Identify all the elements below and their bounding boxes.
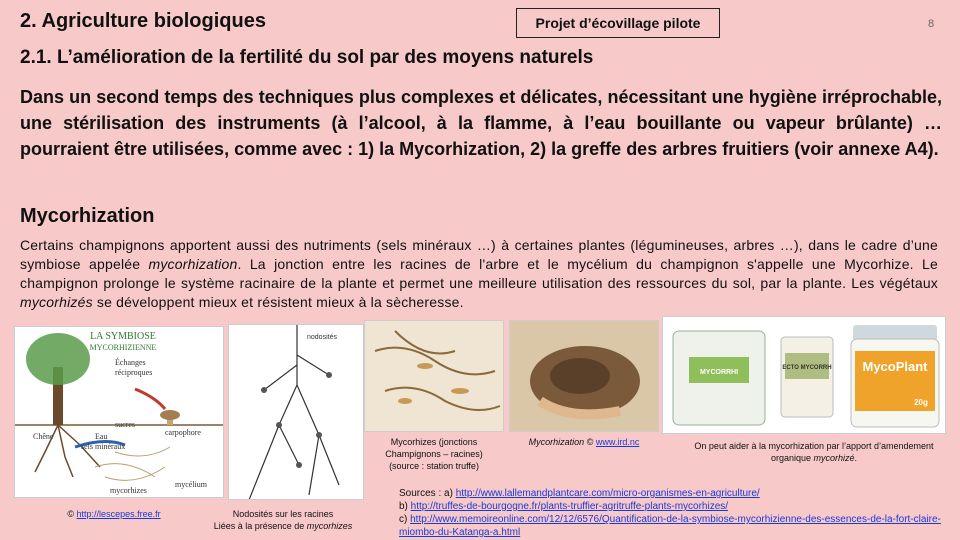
caption-diagram xyxy=(44,508,184,520)
desc-part-2: . La jonction entre les racines de l'arbre et le mycélium du champignon s'appelle une Mycorhize. Le champignon prolonge le système racinaire de la plante et permet une meilleure utilisation des ressources du sol, par la plante. Les végétaux xyxy=(20,256,939,291)
tree-foliage xyxy=(26,333,90,385)
source-c xyxy=(399,513,944,539)
diagram-tree: Chêne xyxy=(33,432,54,441)
root-nodules-svg xyxy=(229,325,364,500)
hand-soil-photo xyxy=(509,320,659,432)
root-nodules-drawing xyxy=(228,324,364,500)
source-b-prefix: b) xyxy=(399,501,411,512)
caption-nodules xyxy=(200,508,366,532)
mycorrhizae-photo xyxy=(364,320,504,432)
nodule xyxy=(326,372,332,378)
jar-brand-text: MycoPlant xyxy=(862,359,928,374)
caption-diagram-prefix: © xyxy=(67,509,77,519)
caption-product-italic: mycorhizé xyxy=(813,453,855,463)
product-photos xyxy=(662,316,946,434)
source-a-prefix: a) xyxy=(444,488,456,499)
caption-product-prefix: organique xyxy=(770,453,814,463)
source-c-link[interactable]: http://www.memoireonline.com/12/12/6576/Quantification-de-la-symbiose-mycorhizienne-des-essences-de-la-fort-claire-miombo-du-Katanga-a.html xyxy=(399,514,941,538)
caption-hand-italic: Mycorhization xyxy=(528,437,585,447)
nodule xyxy=(261,387,267,393)
intro-paragraph: Dans un second temps des techniques plus complexes et délicates, nécessitant une hygiène irréprochable, une stérilisation des instruments (à l’alcool, à la flamme, à l’eau bouillante ou vapeur brûlante) … pourraient être utilisées, comme avec : 1) la Mycorhization, 2) la greffe des arbres fruitiers (voir annexe A4). xyxy=(20,87,942,159)
desc-part-1: Certains champignons apportent aussi des nutriments (sels minéraux …) à certaines plantes (légumineuses, arbres …), dans le cadre d’une symbiose appelée xyxy=(20,237,938,272)
caption-nodules-italic: mycorhizes xyxy=(306,521,353,531)
symbiosis-diagram-svg xyxy=(15,327,224,498)
diagram-title-1: LA SYMBIOSE xyxy=(90,331,156,342)
nodule xyxy=(276,422,282,428)
diagram-mycorrhizae: mycorhizes xyxy=(110,486,147,495)
caption-mycorrhizae-line1: Mycorhizes (jonctions xyxy=(390,437,478,447)
caption-hand-link[interactable]: www.ird.nc xyxy=(595,437,640,447)
nodule xyxy=(316,432,322,438)
desc-term-1: mycorhization xyxy=(148,256,238,272)
diagram-exchange-1: Échanges xyxy=(115,358,146,367)
caption-mycorrhizae-line3: (source : station truffe) xyxy=(389,461,479,471)
caption-nodules-prefix: Liées à la présence de xyxy=(213,521,307,531)
sources-block xyxy=(399,487,944,539)
source-b xyxy=(399,500,944,513)
diagram-title-2: MYCORHIZIENNE xyxy=(89,343,157,352)
desc-term-2: mycorhizés xyxy=(20,294,93,310)
nodule xyxy=(296,462,302,468)
page-number: 8 xyxy=(928,18,935,30)
caption-product-line1: On peut aider à la mycorhization par l’apport d’amendement xyxy=(694,441,934,451)
diagram-sugars: sucres xyxy=(115,420,135,429)
caption-mycorrhizae xyxy=(364,436,504,472)
page-title: 2. Agriculture biologiques xyxy=(20,10,266,32)
project-label xyxy=(516,8,720,38)
sources-label: Sources : xyxy=(399,488,445,499)
jar-weight-text: 20g xyxy=(914,398,928,407)
symbiosis-diagram xyxy=(14,326,224,498)
diagram-exchange-2: réciproques xyxy=(115,368,153,377)
caption-mycorrhizae-line2: Champignons – racines) xyxy=(385,449,483,459)
caption-diagram-link[interactable]: http://lescepes.free.fr xyxy=(76,509,161,519)
mycorhization-heading: Mycorhization xyxy=(20,205,155,227)
caption-product xyxy=(672,440,956,464)
diagram-water-1: Eau xyxy=(95,432,108,441)
nodules-label: nodosités xyxy=(307,334,337,341)
caption-nodules-line2 xyxy=(200,520,366,532)
bottle-label-text: ECTO MYCORRH xyxy=(782,365,832,371)
mushroom-cap xyxy=(160,410,180,420)
product-photos-svg xyxy=(663,317,946,434)
source-b-link[interactable]: http://truffes-de-bourgogne.fr/plants-truffier-agritruffe-plants-mycorhizes/ xyxy=(410,501,729,512)
caption-hand-mid: © xyxy=(584,437,596,447)
caption-hand xyxy=(509,436,659,448)
mycorrhizae-photo-svg xyxy=(365,321,504,432)
source-a xyxy=(399,487,944,500)
section-subtitle: 2.1. L’amélioration de la fertilité du sol par des moyens naturels xyxy=(20,47,594,68)
description-paragraph xyxy=(20,236,938,312)
desc-part-3: se développent mieux et résistent mieux à la sècheresse. xyxy=(92,294,464,310)
source-a-link[interactable]: http://www.lallemandplantcare.com/micro-organismes-en-agriculture/ xyxy=(455,488,760,499)
diagram-mycelium: mycélium xyxy=(175,480,207,489)
diagram-water-2: sels minéraux xyxy=(81,442,126,451)
caption-product-suffix: . xyxy=(854,453,858,463)
caption-product-line2 xyxy=(672,452,956,464)
source-c-prefix: c) xyxy=(399,514,411,525)
project-label-text: Projet d’écovillage pilote xyxy=(535,15,701,31)
bucket-label-text: MYCORRHI xyxy=(699,369,739,376)
hand-soil-photo-svg xyxy=(510,321,659,432)
diagram-carpophore: carpophore xyxy=(165,428,201,437)
caption-nodules-line1: Nodosités sur les racines xyxy=(232,509,334,519)
